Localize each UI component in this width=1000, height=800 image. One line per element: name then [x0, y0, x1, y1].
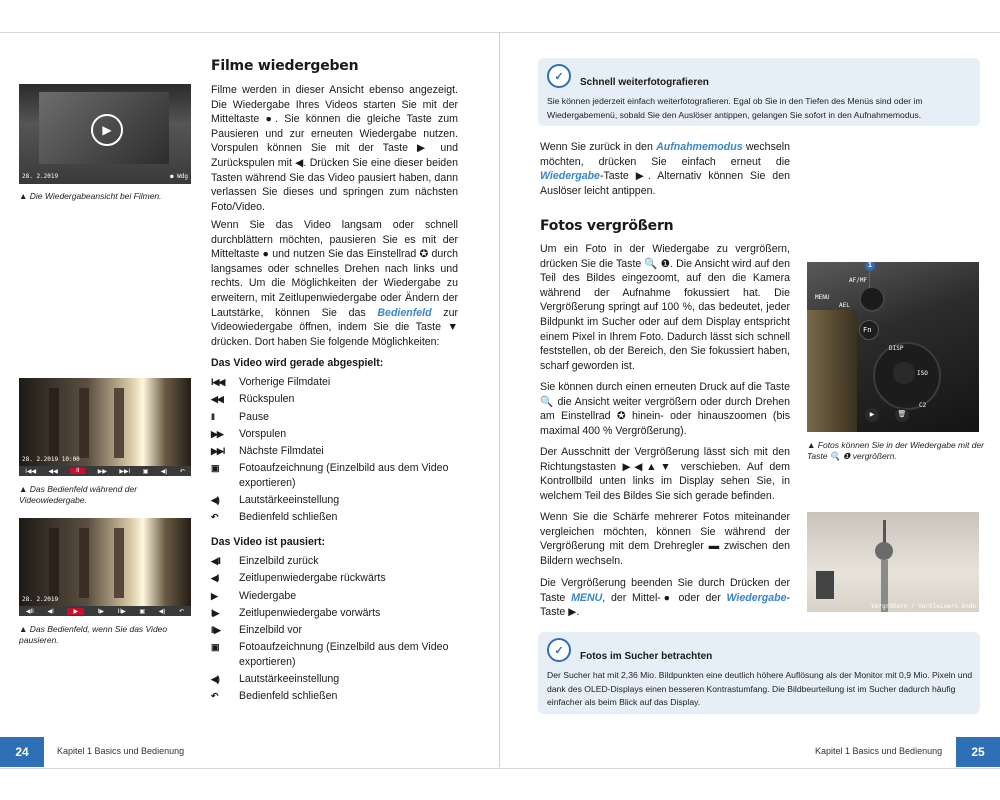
control-symbol-icon: ◀I [211, 573, 219, 584]
tv-tower-image [807, 512, 979, 612]
playing-date: 28. 2.2019 10:00 [22, 456, 80, 463]
label-afmf: AF/MF [849, 277, 868, 284]
list-paused [211, 554, 461, 707]
text-span: Die Vergrößerung beenden Sie durch Drücken der Taste [540, 577, 790, 604]
list-item [211, 571, 461, 585]
subheading-paused: Das Video ist pausiert: [211, 536, 326, 548]
highlight-wiedergabe: Wiedergabe [540, 170, 600, 183]
camera-back-image [807, 262, 979, 432]
highlight-bedienfeld: Bedienfeld [377, 306, 432, 319]
highlight-wiedergabe-2: Wiedergabe [726, 591, 787, 604]
list-item-label: Fotoaufzeichnung (Einzelbild aus dem Video exportieren) [239, 641, 449, 668]
checkmark-icon: ✓ [547, 638, 571, 662]
list-item [211, 672, 461, 686]
list-item [211, 392, 461, 406]
movie-playback-image [19, 84, 191, 184]
paragraph-playback: Filme werden in dieser Ansicht ebenso angezeigt. Die Wiedergabe Ihres Videos starten Sie mit der Mitteltaste ●. Sie können die gleiche Taste zum Pausieren und zur erneuten Wiedergabe nutzen. Vorspulen können Sie mit der Taste ▶ und Zurückspulen mit ◀. Drücken Sie eine dieser beiden Tasten während Sie das Video pausiert haben, dann verlassen Sie dieses und springen zum nächsten Foto/Video. [211, 84, 458, 213]
caption-playback: ▲ Die Wiedergabeansicht bei Filmen. [19, 191, 162, 201]
list-item [211, 375, 461, 389]
tower-hud-text: Vergrößern / Verkleinern Ende [871, 603, 976, 610]
navigation-thumbnail [815, 570, 835, 600]
control-symbol-icon: ▶▶ [211, 428, 223, 439]
page-number-right: 25 [956, 737, 1000, 767]
tip-text-viewfinder: Der Sucher hat mit 2,36 Mio. Bildpunkten eine deutlich höhere Auflösung als der Monitor mit 0,9 Mio. Pixeln und dank des OLED-Displays einen besseren Kontrastumfang. Die Bildbeurteilung ist im Sucher dadurch häufig einfacher als beim Blick auf das Display. [547, 670, 973, 707]
list-item-label: Zeitlupenwiedergabe rückwärts [239, 572, 386, 585]
label-iso: ISO [917, 370, 928, 377]
list-item-label: Zeitlupenwiedergabe vorwärts [239, 606, 381, 619]
list-item-label: Rückspulen [239, 393, 295, 406]
list-item [211, 461, 461, 490]
tip-title-continue: Schnell weiterfotografieren [580, 77, 709, 88]
list-item-label: Fotoaufzeichnung (Einzelbild aus dem Video exportieren) [239, 462, 449, 489]
list-item-label: Einzelbild vor [239, 624, 303, 637]
list-item [211, 410, 461, 424]
text-span: , der Mittel-● oder der [602, 591, 727, 604]
list-item-label: Nächste Filmdatei [239, 445, 324, 458]
heading-fotos-vergroessern: Fotos vergrößern [540, 218, 674, 234]
control-symbol-icon: ◀II [211, 556, 220, 566]
paragraph-zoom-end [540, 576, 790, 620]
trash-icon: 🗑 [895, 408, 909, 422]
list-item-label: Wiedergabe [239, 589, 297, 602]
paragraph-zoom-more: Sie können durch einen erneuten Druck auf die Taste 🔍 die Ansicht weiter vergrößern oder durch Drehen am Einstellrad ✪ hinein- oder hinauszoomen (bis maximal 400 % Vergrößerung). [540, 381, 790, 437]
page-number-left: 24 [0, 737, 44, 767]
control-symbol-icon: I▶ [211, 607, 219, 618]
list-playing [211, 375, 461, 528]
control-symbol-icon: ▶ [211, 590, 217, 601]
callout-badge-1: 1 [865, 262, 875, 271]
paragraph-control-panel [211, 218, 458, 349]
control-symbol-icon: ↶ [211, 691, 218, 702]
control-bar-playing: I◀◀ ◀◀ II ▶▶ ▶▶I ▣ ◀) ↶ [19, 466, 191, 476]
control-symbol-icon: ◀◀ [211, 394, 223, 405]
list-item [211, 623, 461, 637]
text-span: Wenn Sie zurück in den [540, 141, 657, 153]
list-item [211, 510, 461, 524]
paused-date: 28. 2.2019 [22, 596, 59, 603]
control-panel-playing-image [19, 378, 191, 476]
list-item [211, 554, 461, 568]
list-item-label: Bedienfeld schließen [239, 511, 338, 524]
heading-filme: Filme wiedergeben [211, 58, 359, 74]
text-span: -Taste ▶. [540, 591, 790, 619]
tip-title-viewfinder: Fotos im Sucher betrachten [580, 651, 713, 662]
footer-left: Kapitel 1 Basics und Bedienung [57, 746, 185, 756]
label-c2: C2 [919, 402, 927, 409]
control-symbol-icon: ▣ [211, 642, 219, 653]
list-item-label: Einzelbild zurück [239, 555, 319, 567]
page-gutter [499, 32, 500, 767]
control-symbol-icon: ◀) [211, 674, 219, 685]
list-item-label: Lautstärkeeinstellung [239, 494, 340, 507]
checkmark-icon: ✓ [547, 64, 571, 88]
list-item [211, 689, 461, 703]
control-symbol-icon: ▶▶I [211, 446, 225, 457]
zoom-button [859, 286, 885, 312]
subheading-playing: Das Video wird gerade abgespielt: [211, 357, 384, 369]
control-bar-paused: ◀II ◀I ▶ I▶ II▶ ▣ ◀) ↶ [19, 606, 191, 616]
caption-paused: ▲ Das Bedienfeld, wenn Sie das Video pausieren. [19, 624, 168, 645]
control-symbol-icon: II [211, 411, 215, 422]
list-item [211, 493, 461, 507]
caption-playing: ▲ Das Bedienfeld während der Videowiedergabe. [19, 484, 138, 505]
control-panel-paused-image [19, 518, 191, 616]
list-item-label: Pause [239, 410, 270, 423]
list-item-label: Vorspulen [239, 427, 287, 440]
label-ael: AEL [839, 302, 850, 309]
caption-camera: ▲ Fotos können Sie in der Wiedergabe mit der Taste 🔍 ❶ vergrößern. [807, 440, 985, 461]
play-icon: ▶ [91, 114, 123, 146]
highlight-aufnahmemodus: Aufnahmemodus [656, 141, 743, 153]
control-symbol-icon: ▣ [211, 463, 219, 474]
list-item-label: Vorherige Filmdatei [239, 376, 331, 388]
text-span: wechseln möchten, drücken Sie einfach erneut die [540, 141, 791, 168]
paragraph-zoom-compare: Wenn Sie die Schärfe mehrerer Fotos miteinander vergleichen möchten, können Sie während der Vergrößerung mit dem Drehregler ▬ zwischen den Bildern wechseln. [540, 511, 790, 567]
label-menu: MENU [815, 294, 830, 301]
playback-corner-label: ● Wdg [169, 173, 188, 180]
highlight-menu: MENU [571, 591, 603, 604]
label-fn: Fn [863, 326, 872, 334]
playback-button-icon: ▶ [865, 408, 879, 422]
list-item-label: Bedienfeld schließen [239, 690, 338, 703]
list-item-label: Lautstärkeeinstellung [239, 673, 340, 686]
label-disp: DISP [889, 345, 904, 352]
list-item [211, 427, 461, 441]
list-item [211, 589, 461, 603]
control-symbol-icon: II▶ [211, 625, 220, 636]
control-symbol-icon: I◀◀ [211, 377, 225, 387]
paragraph-zoom-move: Der Ausschnitt der Vergrößerung lässt sich mit den Richtungstasten ▶◀▲▼ verschieben. Auf dem Kontrollbild unten links im Display sehen Sie, in welchem Teil des Bildes Sie sich gerade befinden. [540, 446, 790, 502]
list-item [211, 606, 461, 620]
control-symbol-icon: ◀) [211, 495, 219, 506]
list-item [211, 444, 461, 458]
text-span: zur Videowiedergabe öffnen, indem Sie die Taste ▼ drücken. Dort haben Sie folgende Möglichkeiten: [211, 306, 458, 348]
paragraph-return-recording [540, 140, 790, 198]
playback-date: 28. 2.2019 [22, 173, 59, 180]
tip-text-continue: Sie können jederzeit einfach weiterfotografieren. Egal ob Sie in den Tiefen des Menüs sind oder im Wiedergabemenü, sobald Sie den Auslöser antippen, gelangen Sie sofort in den Aufnahmemodus. [547, 96, 923, 120]
list-item [211, 640, 461, 669]
control-symbol-icon: ↶ [211, 512, 218, 523]
footer-right: Kapitel 1 Basics und Bedienung [815, 746, 943, 756]
paragraph-zoom-intro: Um ein Foto in der Wiedergabe zu vergrößern, drücken Sie die Taste 🔍 ❶. Die Ansicht wird auf den Teil des Bildes eingezoomt, auf den die Kamera während der Aufnahme fokussiert hat. Die Vergrößerung springt auf 100 %, das bedeutet, jeder Bildpunkt im Sucher oder auf dem Display entspricht einem Pixel in Ihrem Foto. Dadurch lässt sich schnell feststellen, ob der Bereich, den Sie fokussiert haben, scharf geworden ist. [540, 243, 790, 372]
text-span: -Taste ▶. Alternativ können Sie den Auslöser leicht antippen. [540, 170, 790, 197]
text-span: Wenn Sie das Video langsam oder schnell durchblättern möchten, pausieren Sie es mit der Mitteltaste ● und nutzen Sie das Einstellrad ✪ durch langsames oder schnelles Drehen nach links und rechts. Um die Möglichkeiten der Wiedergabe zu erweitern, mit Zeitlupenwiedergabe oder Ändern der Lautstärke, können Sie das [211, 219, 458, 319]
